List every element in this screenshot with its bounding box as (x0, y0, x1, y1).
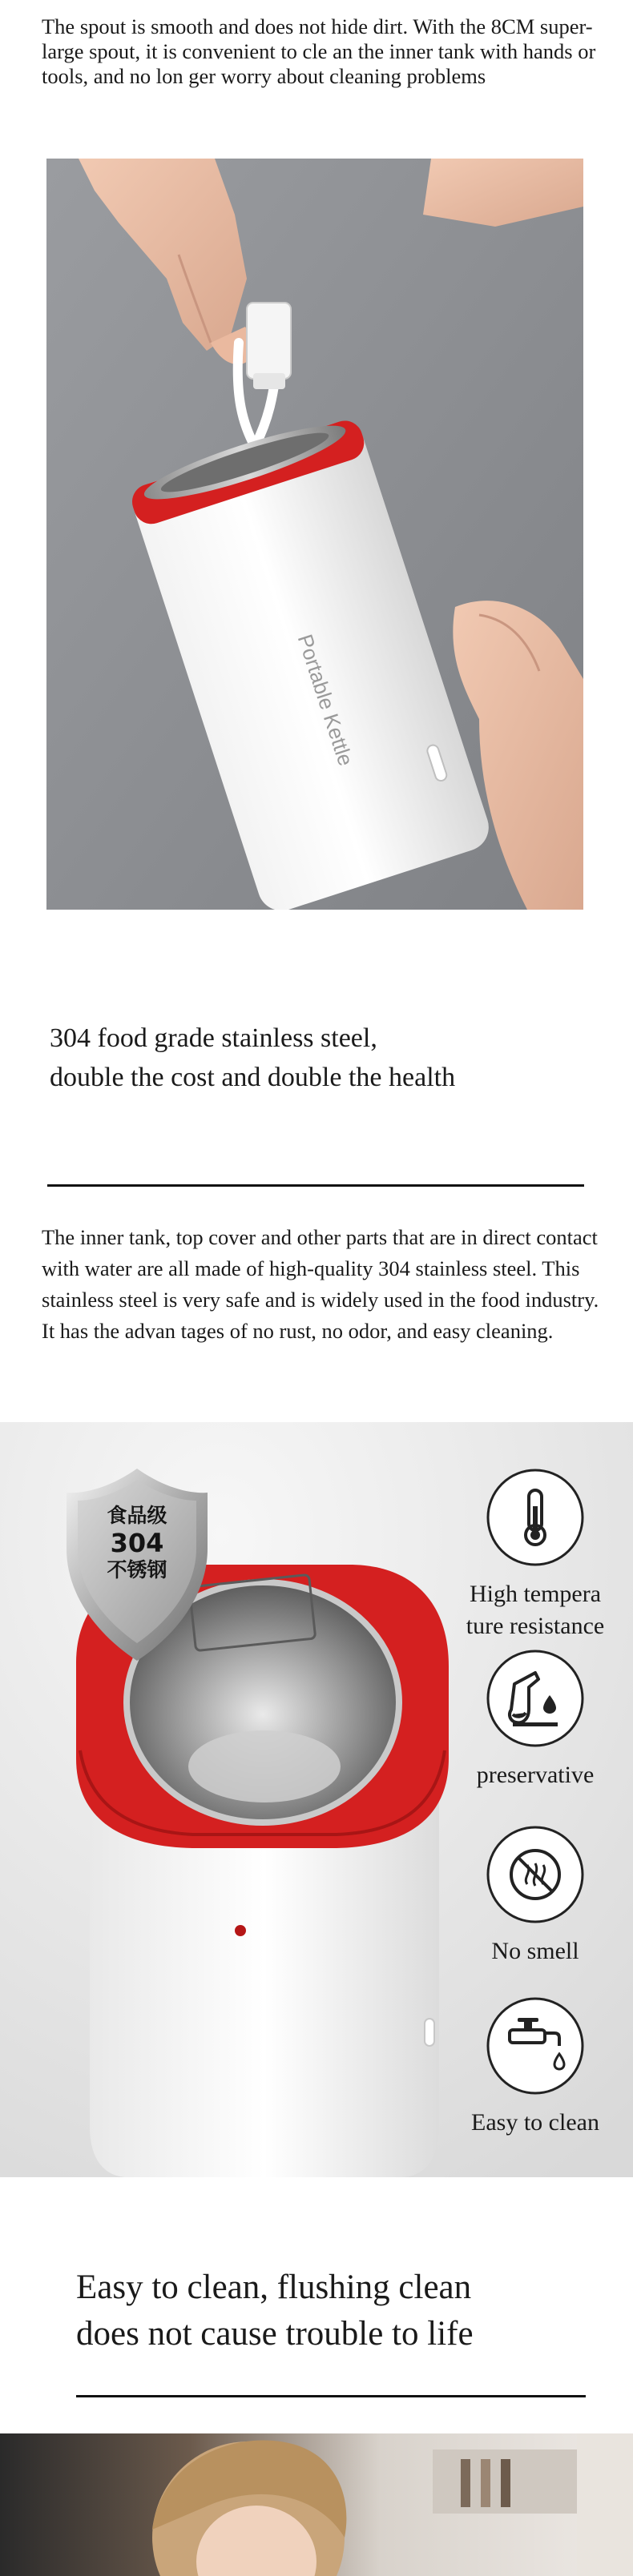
feature-label-line1: preservative (476, 1762, 595, 1788)
no-smell-icon (486, 1825, 585, 1924)
stainless-steel-description: The inner tank, top cover and other parts that are in direct contact with water are all made of high-quality 304 stainless steel. This stainless steel is very safe and is widely used in the food industry. It has the advan tages of no rust, no odor, and easy cleaning. (42, 1225, 599, 1343)
easy-clean-heading-line2: does not cause trouble to life (76, 2315, 474, 2353)
stainless-steel-heading-line1: 304 food grade stainless steel, (50, 1023, 377, 1053)
stainless-steel-heading-line2: double the cost and double the health (50, 1063, 456, 1092)
section-divider (76, 2395, 586, 2397)
flask-icon (486, 1649, 585, 1748)
kettle-cleaning-photo (46, 159, 583, 910)
portable-kettle-label: Portable Kettle (292, 631, 358, 769)
section-divider (47, 1184, 584, 1187)
easy-clean-heading-line1: Easy to clean, flushing clean (76, 2269, 472, 2306)
spout-description: The spout is smooth and does not hide dirt. With the 8CM super-large spout, it is convenient to cle an the inner tank with hands or tools, and no lon ger worry about cleaning problems (42, 14, 596, 88)
feature-label-line1: Easy to clean (471, 2109, 599, 2136)
feature-label-line1: High tempera (469, 1581, 602, 1607)
feature-easy-to-clean (439, 1996, 631, 2139)
feature-panel (0, 1422, 633, 2177)
feature-preservative (439, 1649, 631, 1791)
person-kitchen-photo (0, 2433, 633, 2576)
feature-no-smell (439, 1825, 631, 1967)
easy-clean-heading (76, 2265, 589, 2357)
badge-line2: 304 (110, 1528, 164, 1558)
feature-label-line2: ture resistance (466, 1613, 605, 1639)
feature-label-line1: No smell (491, 1938, 579, 1964)
badge-line3: 不锈钢 (107, 1558, 167, 1581)
badge-line1: 食品级 (107, 1504, 167, 1527)
faucet-icon (486, 1996, 585, 2096)
feature-high-temperature (439, 1468, 631, 1642)
thermometer-icon (486, 1468, 585, 1567)
food-grade-badge (73, 1503, 201, 1583)
stainless-steel-heading (50, 1019, 603, 1097)
